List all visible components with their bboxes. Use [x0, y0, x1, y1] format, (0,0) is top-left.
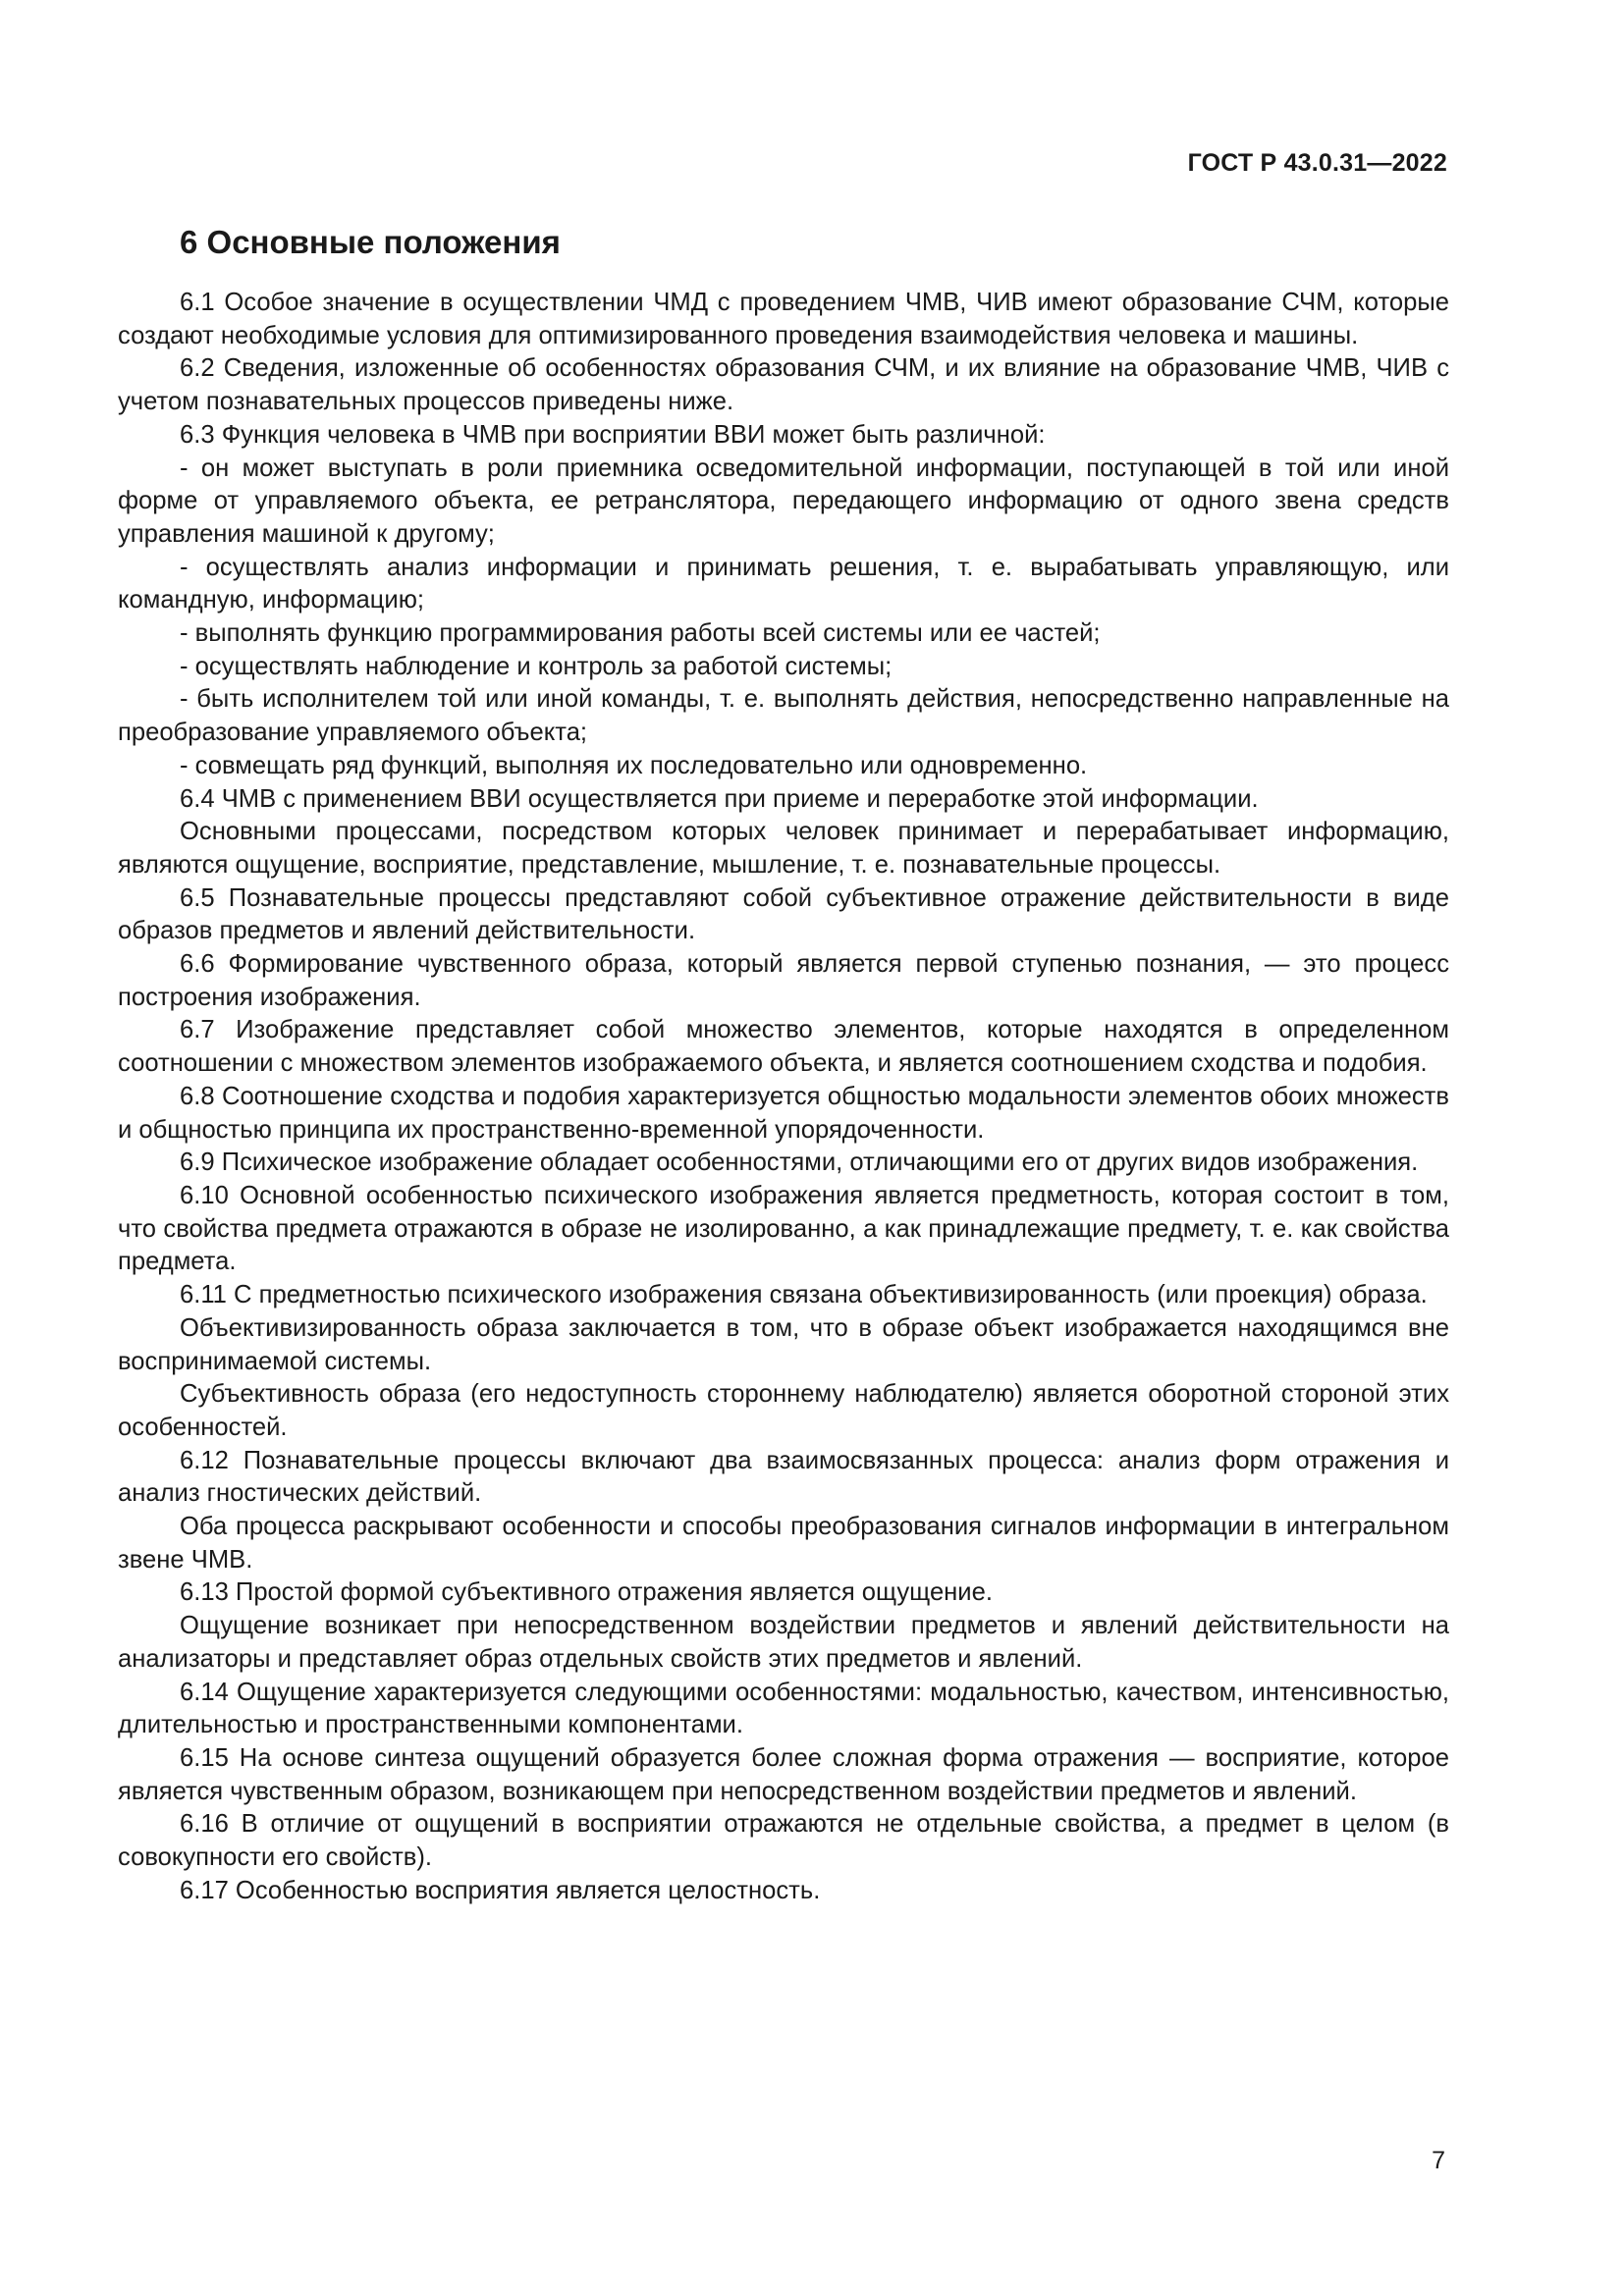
page-number: 7: [1432, 2147, 1445, 2174]
list-item: - осуществлять наблюдение и контроль за работой системы;: [180, 652, 893, 680]
paragraph: Субъективность образа (его недоступность стороннему наблюдателю) является оборотной стороной этих особенностей.: [118, 1380, 1449, 1441]
body-text: [118, 287, 1449, 1907]
section-title: 6 Основные положения: [180, 224, 561, 260]
paragraph: 6.15 На основе синтеза ощущений образуется более сложная форма отражения — восприятие, которое является чувственным образом, возникающем при непосредственном воздействии предметов и явлений.: [118, 1743, 1449, 1805]
paragraph: Оба процесса раскрывают особенности и способы преобразования сигналов информации в интегральном звене ЧМВ.: [118, 1513, 1449, 1574]
paragraph: 6.4 ЧМВ с применением ВВИ осуществляется при приеме и переработке этой информации.: [180, 784, 1259, 813]
list-item: - выполнять функцию программирования работы всей системы или ее частей;: [180, 619, 1101, 648]
paragraph: 6.3 Функция человека в ЧМВ при восприятии ВВИ может быть различной:: [180, 420, 1046, 449]
paragraph: 6.17 Особенностью восприятия является целостность.: [180, 1876, 821, 1904]
list-item: - быть исполнителем той или иной команды, т. е. выполнять действия, непосредственно направленные на преобразование управляемого объекта;: [118, 685, 1449, 747]
document-code: ГОСТ Р 43.0.31—2022: [1187, 149, 1447, 177]
paragraph: 6.1 Особое значение в осуществлении ЧМД с проведением ЧМВ, ЧИВ имеют образование СЧМ, которые создают необходимые условия для оптимизированного проведения взаимодействия человека и машины.: [118, 289, 1449, 349]
list-item: - совмещать ряд функций, выполняя их последовательно или одновременно.: [180, 751, 1088, 779]
list-item: - осуществлять анализ информации и принимать решения, т. е. вырабатывать управляющую, или командную, информацию;: [118, 553, 1449, 614]
paragraph: 6.6 Формирование чувственного образа, который является первой ступенью познания, — это процесс построения изображения.: [118, 950, 1449, 1011]
paragraph: 6.5 Познавательные процессы представляют собой субъективное отражение действительности в виде образов предметов и явлений действительности.: [118, 883, 1449, 945]
paragraph: 6.12 Познавательные процессы включают два взаимосвязанных процесса: анализ форм отражения и анализ гностических действий.: [118, 1446, 1449, 1508]
list-item: - он может выступать в роли приемника осведомительной информации, поступающей в той или иной форме от управляемого объекта, ее ретранслятора, передающего информацию от одного звена средств управления машиной к другому;: [118, 454, 1449, 548]
paragraph: 6.13 Простой формой субъективного отражения является ощущение.: [180, 1578, 993, 1607]
paragraph: Объективизированность образа заключается в том, что в образе объект изображается находящимся вне воспринимаемой системы.: [118, 1313, 1449, 1375]
paragraph: 6.14 Ощущение характеризуется следующими особенностями: модальностью, качеством, интенсивностью, длительностью и пространственными компонентами.: [118, 1678, 1449, 1739]
paragraph: 6.10 Основной особенностью психического изображения является предметность, которая состоит в том, что свойства предмета отражаются в образе не изолированно, а как принадлежащие предмету, т. е. как свойства предмета.: [118, 1181, 1449, 1276]
paragraph: Основными процессами, посредством которых человек принимает и перерабатывает информацию, являются ощущение, восприятие, представление, мышление, т. е. познавательные процессы.: [118, 818, 1449, 879]
paragraph: 6.16 В отличие от ощущений в восприятии отражаются не отдельные свойства, а предмет в целом (в совокупности его свойств).: [118, 1810, 1449, 1872]
paragraph: 6.7 Изображение представляет собой множество элементов, которые находятся в определенном соотношении с множеством элементов изображаемого объекта, и является соотношением сходства и подобия.: [118, 1016, 1449, 1078]
paragraph: 6.8 Соотношение сходства и подобия характеризуется общностью модальности элементов обоих множеств и общностью принципа их пространственно-временной упорядоченности.: [118, 1082, 1449, 1144]
paragraph: 6.11 С предметностью психического изображения связана объективизированность (или проекция) образа.: [180, 1281, 1428, 1309]
paragraph: 6.2 Сведения, изложенные об особенностях образования СЧМ, и их влияние на образование ЧМВ, ЧИВ с учетом познавательных процессов приведены ниже.: [118, 354, 1449, 416]
paragraph: Ощущение возникает при непосредственном воздействии предметов и явлений действительности на анализаторы и представляет образ отдельных свойств этих предметов и явлений.: [118, 1612, 1449, 1673]
paragraph: 6.9 Психическое изображение обладает особенностями, отличающими его от других видов изображения.: [180, 1148, 1419, 1177]
